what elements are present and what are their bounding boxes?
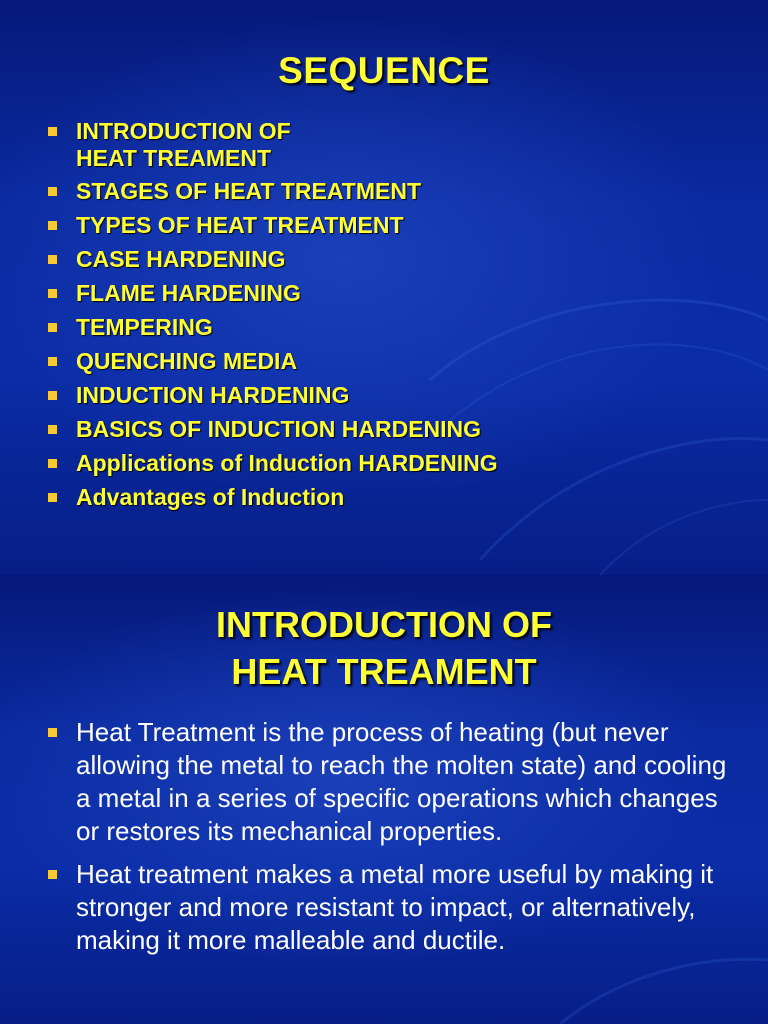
list-item-text: QUENCHING MEDIA [76, 348, 298, 374]
list-item-text: FLAME HARDENING [76, 280, 301, 306]
list-item [0, 348, 498, 375]
bullet-square-icon [48, 391, 57, 400]
bullet-square-icon [48, 459, 57, 468]
bullet-square-icon [48, 728, 57, 737]
list-item [0, 716, 768, 848]
list-item [0, 118, 498, 172]
bullet-square-icon [48, 221, 57, 230]
bullet-square-icon [48, 323, 57, 332]
list-item-text: INTRODUCTION OF HEAT TREAMENT [76, 118, 291, 171]
bullet-square-icon [48, 255, 57, 264]
list-item [0, 178, 498, 205]
list-item-text: CASE HARDENING [76, 246, 286, 272]
list-item [0, 280, 498, 307]
list-item-text: BASICS OF INDUCTION HARDENING [76, 416, 482, 442]
list-item-text: Applications of Induction HARDENING [76, 450, 498, 476]
list-item-text: Advantages of Induction [76, 484, 345, 510]
intro-list [0, 716, 768, 967]
list-item [0, 382, 498, 409]
slide-title: INTRODUCTION OF HEAT TREAMENT [216, 604, 552, 692]
list-item [0, 212, 498, 239]
slide-title: SEQUENCE [278, 50, 490, 91]
sequence-list [0, 118, 498, 518]
list-item [0, 858, 768, 957]
list-item [0, 450, 498, 477]
bullet-square-icon [48, 357, 57, 366]
slide-introduction [0, 575, 768, 1024]
list-item-text: INDUCTION HARDENING [76, 382, 350, 408]
list-item-text: Heat treatment makes a metal more useful by making it stronger and more resistant to impact, or alternatively, making it more malleable and ductile. [76, 859, 714, 955]
list-item [0, 416, 498, 443]
bullet-square-icon [48, 127, 57, 136]
bullet-square-icon [48, 870, 57, 879]
list-item-text: STAGES OF HEAT TREATMENT [76, 178, 421, 204]
list-item-text: Heat Treatment is the process of heating (but never allowing the metal to reach the molten state) and cooling a metal in a series of specific operations which changes or restores its mechanical properties. [76, 717, 727, 846]
bullet-square-icon [48, 289, 57, 298]
list-item [0, 314, 498, 341]
list-item-text: TEMPERING [76, 314, 213, 340]
bullet-square-icon [48, 187, 57, 196]
bullet-square-icon [48, 493, 57, 502]
list-item [0, 246, 498, 273]
list-item [0, 484, 498, 511]
bullet-square-icon [48, 425, 57, 434]
list-item-text: TYPES OF HEAT TREATMENT [76, 212, 404, 238]
